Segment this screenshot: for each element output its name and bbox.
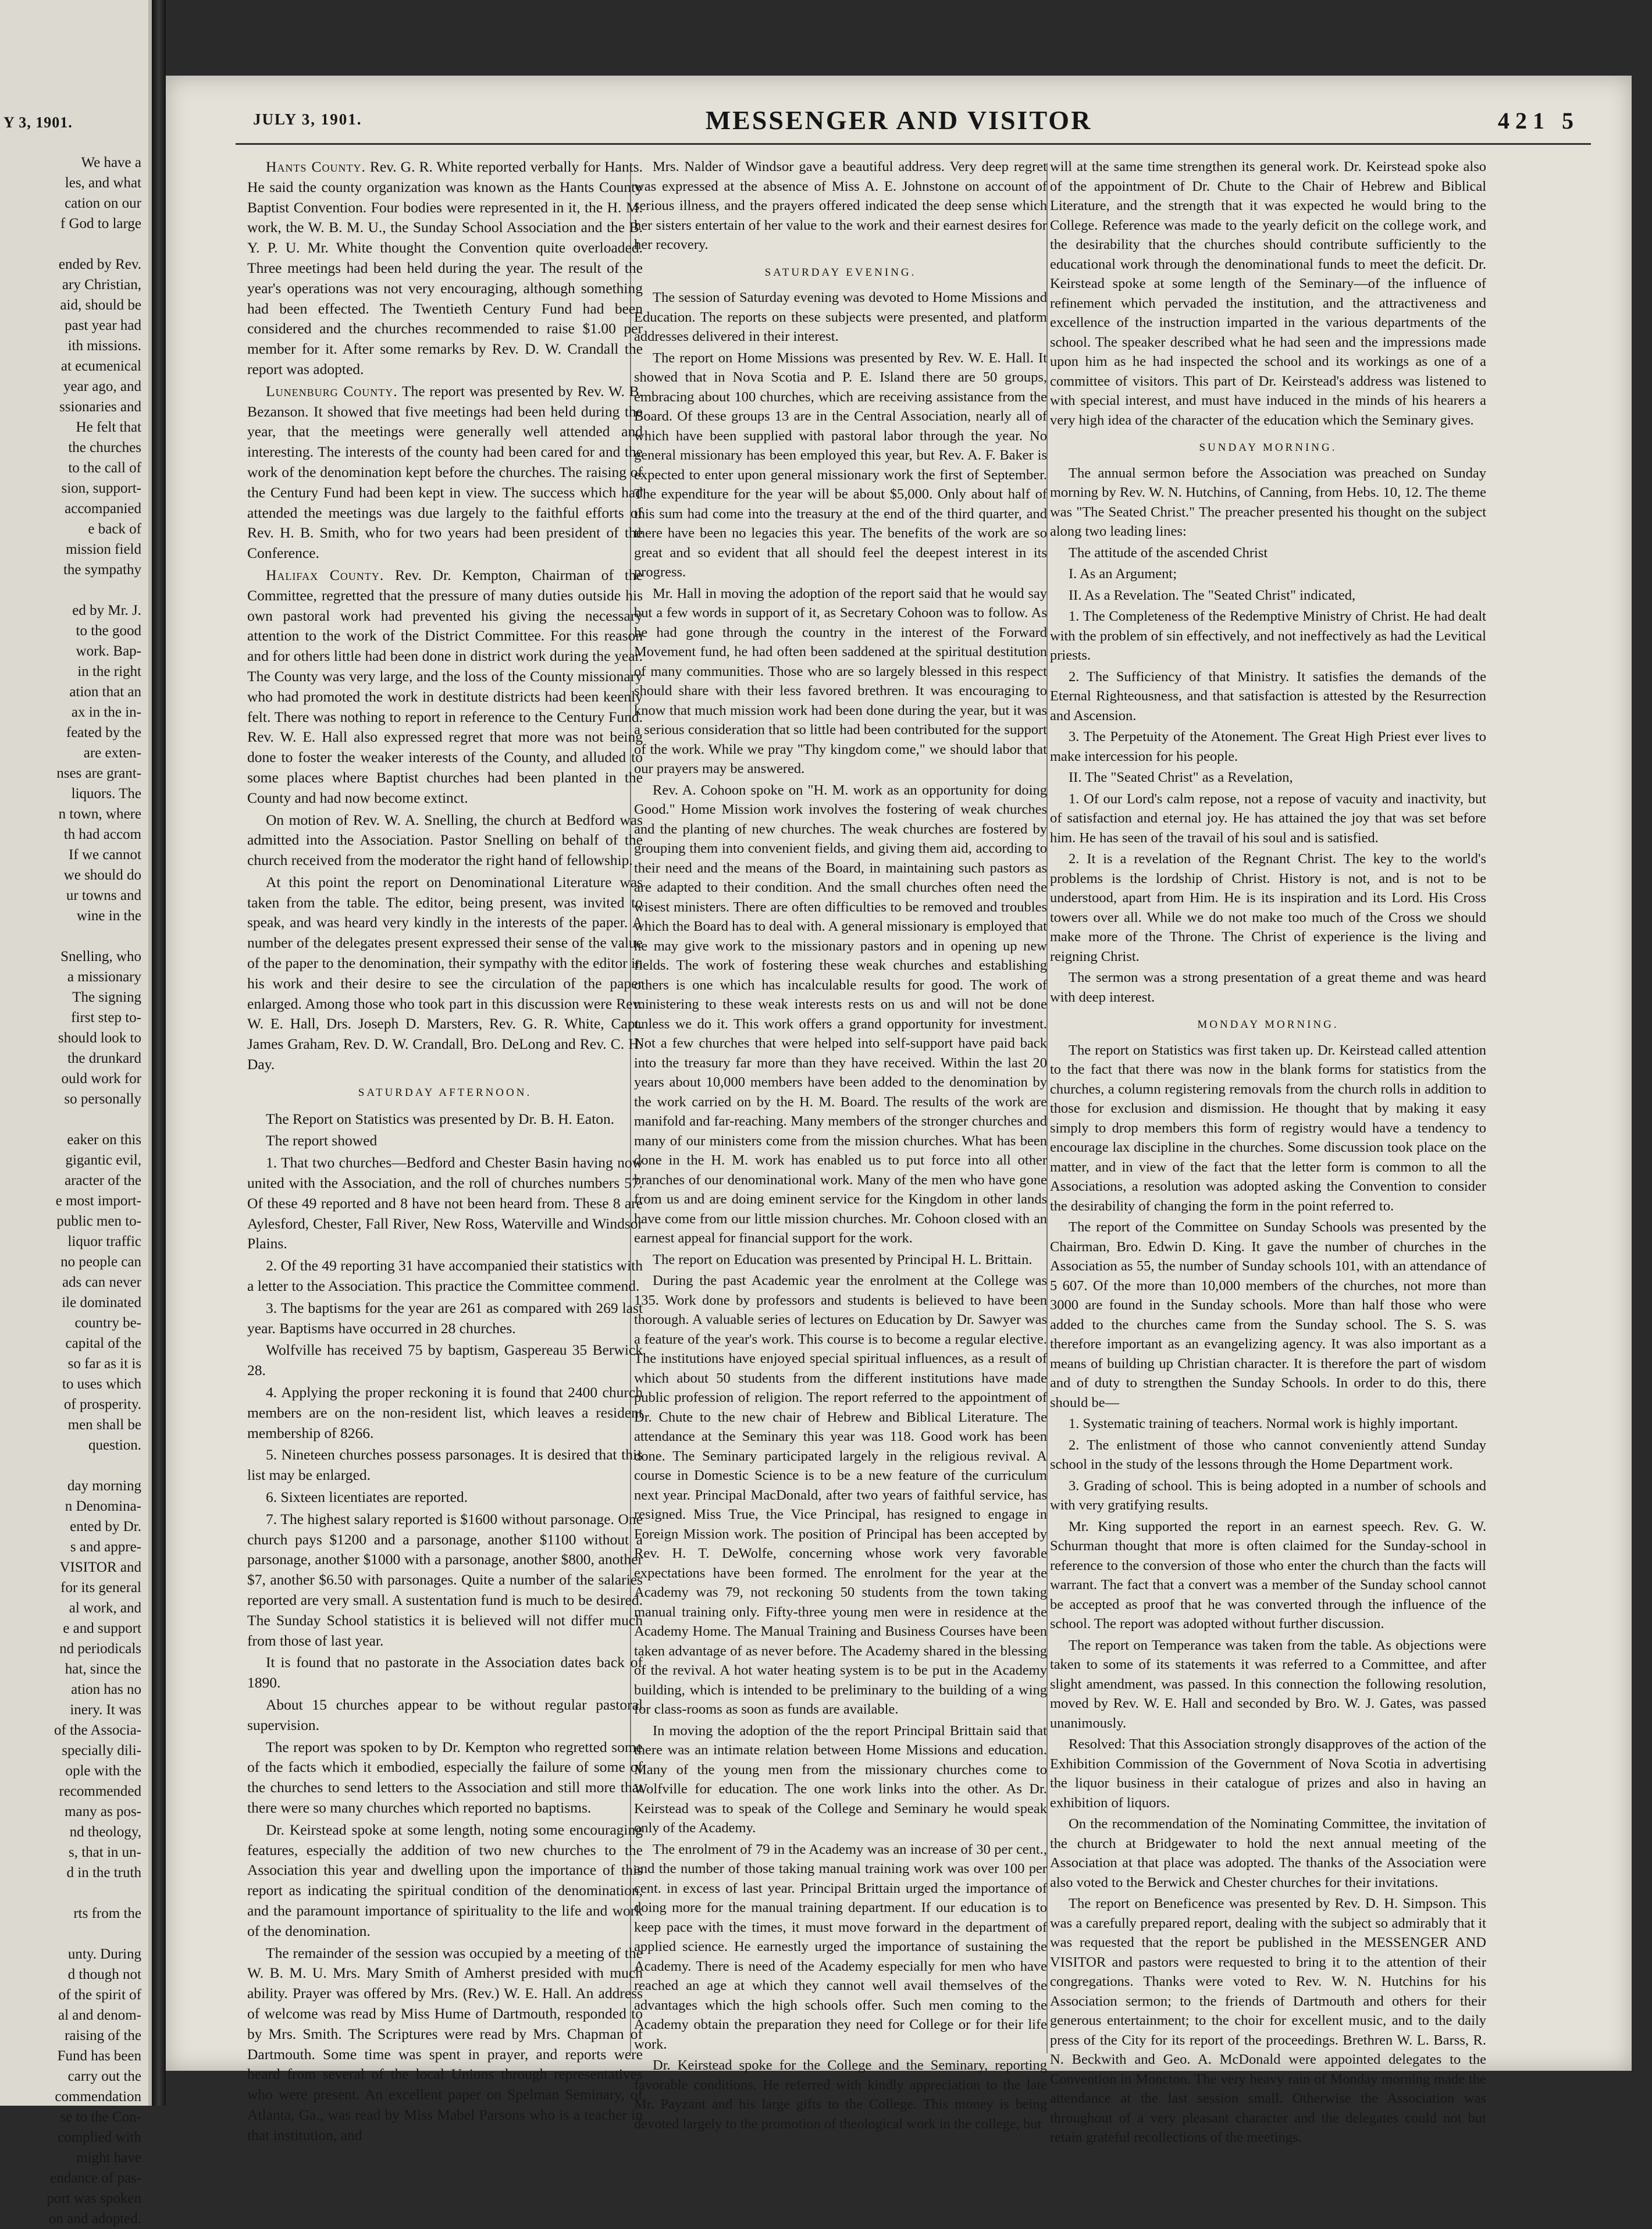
previous-page-line: liquors. The — [71, 786, 141, 802]
paragraph-text: 7. The highest salary reported is $1600 without parsonage. One church pays $1200 and a parsonage, another $1100 without a parsonage, another $1000 with a parsonage, another $800, another $7, another $6.50 with parsonages. Quite a number of the salaries reported are very small. A sustentation fund is much to be desired. The Sunday School statistics it is believed will not differ much from those of last year. — [247, 1510, 643, 1649]
section-heading: MONDAY MORNING. — [1197, 1019, 1339, 1031]
previous-page-line: n town, where — [58, 806, 141, 822]
previous-page-line: liquor traffic — [67, 1234, 141, 1249]
previous-page-line: carry out the — [67, 2068, 141, 2084]
paragraph-text: Wolfville has received 75 by baptism, Gaspereau 35 Berwick 28. — [247, 1341, 643, 1379]
article-paragraph — [634, 1721, 1047, 1838]
paragraph-text: 2. The Sufficiency of that Ministry. It satisfies the demands of the Eternal Righteousness, and that satisfaction is attested by the Resurrection and Ascension. — [1050, 668, 1486, 724]
previous-page-line — [2, 1883, 141, 1903]
previous-page-line: hat, since the — [65, 1661, 141, 1677]
paragraph-text: 3. The Perpetuity of the Atonement. The Great High Priest ever lives to make intercession for his people. — [1050, 729, 1486, 764]
previous-page-line: public men to- — [56, 1213, 141, 1229]
previous-page-line: d in the truth — [66, 1865, 141, 1881]
paragraph-text: The sermon was a strong presentation of a great theme and was heard with deep interest. — [1050, 970, 1486, 1005]
previous-page-line: ople with the — [65, 1763, 141, 1779]
paragraph-text: The report on Home Missions was presented by Rev. W. E. Hall. It showed that in Nova Scotia and P. E. Island there are 50 groups, embracing about 100 churches, which are receiving assistance from the Board. Of these groups 13 are in the Central Association, nearly all of which have been supplied with pastoral labor through the year. No general missionary has been employed this year, but Rev. A. F. Baker is expected to enter upon general missionary work the first of September. The expenditure for the year will be about $5,000. Only about half of this sum had come into the treasury at the end of the third quarter, and there have been no legacies this year. The benefits of the work are so great and so evident that all should feel the deepest interest in its progress. — [634, 350, 1047, 580]
previous-page-line: d though not — [67, 1967, 141, 1982]
newspaper-page — [166, 76, 1632, 2145]
paragraph-text: 2. It is a revelation of the Regnant Christ. The key to the world's problems is the lordship of Christ. History is not, and is not to be understood, apart from Him. He is its inspiration and its Lord. His Cross towers over all. While we do not make too much of the Cross we should make more of the Throne. The Christ of experience is the living and reigning Christ. — [1050, 851, 1486, 964]
article-paragraph — [1050, 1735, 1486, 1813]
paragraph-text: On the recommendation of the Nominating Committee, the invitation of the church at Bridgewater to hold the next annual meeting of the Association at that place was adopted. The thanks of the Association were also voted to the Berwick and Chester churches for their invitations. — [1050, 1816, 1486, 1890]
article-paragraph — [247, 1340, 643, 1381]
article-paragraph — [1050, 768, 1486, 788]
paragraph-text: Resolved: That this Association strongly disapproves of the action of the Exhibition Commission of the Government of Nova Scotia in advertising the liquor business in their catalogue of prizes and also in having an exhibition of liquors. — [1050, 1736, 1486, 1811]
previous-page-line: s, that in un- — [69, 1845, 141, 1860]
previous-page-line: ary Christian, — [62, 277, 141, 293]
page-date: JULY 3, 1901. — [253, 111, 362, 128]
previous-page-line: endance of pas- — [50, 2170, 141, 2186]
article-paragraph — [247, 1153, 643, 1254]
paragraph-text: The enrolment of 79 in the Academy was an increase of 30 per cent., and the number of those taking manual training work was over 100 per cent. in excess of last year. Principal Brittain urged the importance of doing more for the manual training department. If our education is to keep pace with the times, it must move forward in the department of applied science. He earnestly urged the importance of sustaining the Academy. There is need of the Academy especially for men who have reached an age at which they cannot well avail themselves of the advantages which the high schools offer. Such men coming to the Academy obtain the preparation they need for College or for their life work. — [634, 1841, 1047, 2052]
previous-page-line: the churches — [68, 440, 141, 455]
previous-page-line: in the right — [77, 664, 141, 679]
article-paragraph — [1050, 157, 1486, 430]
article-paragraph — [1050, 1436, 1486, 1475]
previous-page-line: to the call of — [68, 460, 141, 476]
paragraph-text: 5. Nineteen churches possess parsonages. It is desired that this list may be enlarged. — [247, 1446, 643, 1484]
previous-page-line: so far as it is — [67, 1356, 141, 1372]
previous-page-line: We have a — [81, 155, 141, 170]
paragraph-text: Rev. Dr. Kempton, Chairman of the Committee, regretted that the pressure of many duties outside his own pastoral work had prevented his giving the necessary attention to the work of the District Committee. For this reason and for others little had been done in district work during the year. The County was very large, and the loss of the County missionary who had promoted the work in destitute districts had been keenly felt. There was nothing to report in reference to the Century Fund. Rev. W. E. Hall also expressed regret that more was not being done to foster the weaker interests of the County, and alluded to some places where Baptist churches had been planted in the County and had now become extinct. — [247, 566, 643, 806]
previous-page-line: ssionaries and — [59, 399, 141, 415]
article-paragraph — [247, 1109, 643, 1130]
previous-page-line: VISITOR and — [59, 1559, 141, 1575]
previous-page-edge — [0, 0, 152, 2227]
previous-page-line: men shall be — [67, 1417, 141, 1433]
article-paragraph — [1050, 464, 1486, 542]
previous-page-line: inery. It was — [70, 1702, 141, 1718]
previous-page-line: no people can — [60, 1254, 141, 1270]
paragraph-text: 1. That two churches—Bedford and Chester Basin having now united with the Association, and the roll of churches numbers 57. Of these 49 reported and 8 have not been heard from. These 8 are Aylesford, Chester, Fall River, New Ross, Waterville and Windsor Plains. — [247, 1154, 643, 1252]
article-paragraph — [1050, 1476, 1486, 1515]
previous-page-line: Fund has been — [57, 2048, 141, 2064]
previous-page-line: recommended — [59, 1783, 141, 1799]
previous-page-line: ation that an — [69, 684, 141, 700]
paragraph-text: The report on Beneficence was presented by Rev. D. H. Simpson. This was a carefully prepared report, dealing with the subject so admirably that it was requested that the report be published in the MESSENGER AND VISITOR and pastors were requested to bring it to the attention of their congregations. Thanks were voted to Rev. W. N. Hutchins for his Association sermon; to the friends of Dartmouth and others for their generous entertainment; to the choir for excellent music, and to the daily press of the City for its report of the proceedings. Brethren W. L. Barss, R. N. Beckwith and Geo. A. McDonald were appointed delegates to the Convention in Moncton. The very heavy rain of Monday morning made the attendance at the last session small. Otherwise the Association was throughout of a very pleasant character and the delegates could not but retain grateful recollections of the meetings. — [1050, 1896, 1486, 2145]
article-paragraph — [1050, 1636, 1486, 1733]
previous-page-line: ur towns and — [66, 888, 141, 903]
previous-page-line — [2, 1109, 141, 1130]
article-paragraph — [634, 348, 1047, 582]
article-paragraph — [634, 1250, 1047, 1270]
paragraph-text: II. The "Seated Christ" as a Revelation, — [1069, 770, 1293, 785]
previous-page-line: of the spirit of — [58, 1987, 141, 2003]
article-paragraph — [247, 1487, 643, 1508]
article-paragraph — [1050, 667, 1486, 726]
previous-page-line — [2, 926, 141, 946]
previous-page-line: past year had — [65, 318, 141, 333]
previous-page-line: to uses which — [62, 1376, 141, 1392]
previous-page-line: at ecumenical — [60, 358, 141, 374]
previous-page-line: commendation — [55, 2089, 141, 2105]
paragraph-text: 1. The Completeness of the Redemptive Ministry of Christ. He had dealt with the problem of sin effectively, and not ineffectively as had the Levitical priests. — [1050, 608, 1486, 663]
paragraph-text: The report of the Committee on Sunday Schools was presented by the Chairman, Bro. Edwin D. King. It gave the number of churches in the Association as 55, the number of Sunday schools 101, with an attendance of 5 607. Of the more than 10,000 members of the churches, not more than 3000 are found in the Sunday schools. More than half those who were added to the churches came from the Sunday school. The S. S. was therefore important as an evangelizing agency. It was also important as a means of building up Christian character. It is therefore the part of wisdom and of duty to strengthen the Sunday Schools. In order to do this, there should be— — [1050, 1219, 1486, 1411]
paragraph-text: Dr. Keirstead spoke for the College and the Seminary, reporting favorable conditions. He referred with kindly appreciation to the late Mr. Payzant and his large gifts to the College. This money is being devoted largely to the promotion of theological work in the college, but — [634, 2057, 1047, 2132]
section-heading: SATURDAY EVENING. — [764, 266, 917, 279]
section-lead-in: Lunenburg County. — [266, 382, 398, 400]
previous-page-line: year ago, and — [63, 379, 141, 394]
previous-page-line: on and adopted. — [49, 2211, 141, 2227]
paragraph-text: The report was spoken to by Dr. Kempton who regretted some of the facts which it embodied, especially the failure of some of the churches to send letters to the Association and still more that there were so many churches which reported no baptisms. — [247, 1738, 643, 1816]
previous-page-line: e back of — [88, 521, 141, 537]
paragraph-text: Rev. G. R. White reported verbally for Hants. He said the county organization was known as the Hants County Baptist Convention. Four bodies were represented in it, the H. M. work, the W. B. M. U., the Sunday School Association and the B. Y. P. U. Mr. White thought the Convention quite overloaded. Three meetings had been held during the year. The result of the year's operations was not very encouraging, although something had been effected. The Twentieth Century Fund had been considered and the churches recommended to raise $1.00 per member for it. After some remarks by Rev. D. W. Crandall the report was adopted. — [247, 158, 643, 378]
article-paragraph — [247, 157, 643, 380]
page-header — [166, 105, 1632, 140]
previous-page-line: accompanied — [65, 501, 141, 517]
paragraph-text: About 15 churches appear to be without regular pastoral supervision. — [247, 1696, 643, 1733]
article-paragraph — [1050, 586, 1486, 606]
article-paragraph — [1050, 789, 1486, 848]
header-rule — [236, 143, 1591, 145]
article-paragraph — [247, 1820, 643, 1942]
previous-page-line: f God to large — [60, 216, 141, 232]
previous-page-line: th had accom — [63, 827, 141, 842]
previous-page-header: Y 3, 1901. — [3, 114, 73, 131]
article-paragraph — [1050, 1814, 1486, 1892]
article-paragraph — [634, 781, 1047, 1248]
previous-page-line: se to the Con- — [60, 2109, 141, 2125]
article-paragraph — [634, 157, 1047, 255]
paragraph-text: 3. Grading of school. This is being adopted in a number of schools and with very gratifying results. — [1050, 1477, 1486, 1513]
previous-page-line: we should do — [63, 867, 141, 883]
previous-page-line: eaker on this — [67, 1132, 141, 1148]
previous-page-line: question. — [88, 1437, 141, 1453]
column-3 — [1050, 157, 1486, 2145]
previous-page-line: ation has no — [71, 1682, 141, 1697]
masthead-title: MESSENGER AND VISITOR — [705, 105, 1092, 135]
previous-page-line: port was spoken — [47, 2191, 141, 2206]
previous-page-line: a missionary — [67, 969, 141, 985]
previous-page-line: mission field — [66, 542, 141, 557]
paragraph-text: Mr. King supported the report in an earnest speech. Rev. G. W. Schurman thought that more is often claimed for the Sunday-school in reference to the conversion of those who enter the church than the facts will warrant. The fact that a convert was a member of the Sunday school cannot be accepted as proof that he was converted through the influence of the school. The report was adopted without further discussion. — [1050, 1518, 1486, 1632]
paragraph-text: The report showed — [266, 1132, 378, 1149]
paragraph-text: 6. Sixteen licentiates are reported. — [266, 1489, 468, 1505]
paragraph-text: Rev. A. Cohoon spoke on "H. M. work as an opportunity for doing Good." Home Mission work involves the fostering of weak churches and the planting of new churches. The weak churches are fostered by grouping them into convenient fields, and giving them aid, according to their need and the means of the Board, in maintaining such pastors as are adapted to their condition. And the small churches often need the wisest ministers. There are often difficulties to be removed and troubles which the Board has to deal with. A general missionary is employed that he may give work to the missionary pastors and in opening up new fields. The work of fostering these weak churches and establishing others is one which has incalculable results for good. The work of ministering to these weak interests rests on us and will not be done unless we do it. This work offers a grand opportunity for investment. Not a few churches that were helped into self-support have paid back into the treasury far more than they have received. Within the last 20 years about 10,000 members have been added to the denomination by the work carried on by the H. M. Board. The results of the work are manifold and far-reaching. Many members of the stronger churches and many of our ministers come from the mission churches. What has been done in the H. M. work has enabled us to put force into all other branches of our denominational work. Many of the men who have gone from us and are doing eminent service for the Kingdom in other lands have come from our little mission churches. Mr. Cohoon closed with an earnest appeal for financial support for the work. — [634, 782, 1047, 1246]
section-lead-in: Halifax County. — [266, 566, 384, 583]
paragraph-text: The report on Statistics was first taken up. Dr. Keirstead called attention to the fact that there was now in the blank forms for statistics from the churches, a column registering removals from the church rolls in addition to those for exclusion and dismission. He thought that by making it easy simply to drop members this form of registry would have a tendency to encourage lax discipline in the churches. Some discussion took place on the matter, and in view of the fact that the letter form is common to all the Associations, a resolution was adopted asking the Convention to consider the desirability of changing the form in the point referred to. — [1050, 1042, 1486, 1214]
paragraph-text: The session of Saturday evening was devoted to Home Missions and Education. The reports on these subjects were presented, and platform addresses delivered in their interest. — [634, 290, 1047, 344]
previous-page-line: specially dili- — [62, 1743, 141, 1758]
article-paragraph — [1050, 1414, 1486, 1434]
article-paragraph — [247, 1383, 643, 1443]
previous-page-line: feated by the — [66, 725, 141, 740]
previous-page-line: for its general — [60, 1580, 141, 1596]
article-paragraph — [634, 584, 1047, 779]
previous-page-line: of prosperity. — [63, 1397, 141, 1412]
paragraph-text: 4. Applying the proper reckoning it is found that 2400 church members are on the non-resident list, which leaves a resident membership of 8266. — [247, 1384, 643, 1441]
previous-page-line: gigantic evil, — [65, 1152, 141, 1168]
column-1 — [247, 157, 643, 2143]
paragraph-text: 2. The enlistment of those who cannot conveniently attend Sunday school in the study of the lessons through the Home Department work. — [1050, 1437, 1486, 1472]
previous-page-line: The signing — [72, 989, 141, 1005]
previous-page-line: ended by Rev. — [58, 257, 141, 272]
paragraph-text: The Report on Statistics was presented by Dr. B. H. Eaton. — [266, 1110, 615, 1127]
previous-page-line: many as pos- — [65, 1804, 141, 1819]
previous-page-line — [2, 1924, 141, 1944]
previous-page-line: ith missions. — [67, 338, 141, 354]
paragraph-text: I. As an Argument; — [1069, 566, 1177, 582]
previous-page-line: ould work for — [61, 1071, 141, 1087]
article-paragraph — [634, 2056, 1047, 2134]
paragraph-text: In moving the adoption of the the report Principal Brittain said that there was an intimate relation between Home Missions and education. Many of the young men from the missionary churches come to Wolfville for education. The one work links into the other. As Dr. Keirstead was to speak of the College and Seminary he would speak only of the Academy. — [634, 1722, 1047, 1836]
previous-page-line: aid, should be — [60, 297, 141, 313]
paragraph-text: 1. Systematic training of teachers. Normal work is highly important. — [1069, 1416, 1458, 1432]
previous-page-text — [2, 152, 141, 2229]
paragraph-text: Dr. Keirstead spoke at some length, noting some encouraging features, especially the addition of two new churches to the Association this year and dwelling upon the importance of this report as indicating the spiritual condition of the denomination, and the paramount importance of spirituality to the life and work of the denomination. — [247, 1821, 643, 1939]
article-paragraph — [1050, 564, 1486, 584]
previous-page-line: the drunkard — [67, 1051, 141, 1066]
article-paragraph — [1050, 1894, 1486, 2148]
article-paragraph — [247, 1943, 643, 2146]
previous-page-line: rts from the — [73, 1906, 141, 1921]
previous-page-line: nses are grant- — [56, 765, 141, 781]
previous-page-line: might have — [76, 2150, 141, 2166]
article-paragraph — [1050, 1517, 1486, 1634]
previous-page-line: al and denom- — [58, 2007, 141, 2023]
previous-page-line: the sympathy — [63, 562, 141, 578]
paragraph-text: The report was presented by Rev. W. B. Bezanson. It showed that five meetings had been held during the year, that the meetings were generally well attended and interesting. The interests of the county had been cared for and the work of the denomination kept before the churches. The raising of the Century Fund had been kept in view. The success which had attended the meetings was due largely to the faithful efforts of Rev. H. B. Smith, who for two years had been president of the Conference. — [247, 382, 643, 562]
previous-page-line: day morning — [67, 1478, 141, 1494]
paragraph-text: The remainder of the session was occupied by a meeting of the W. B. M. U. Mrs. Mary Smith of Amherst presided with much ability. Prayer was offered by Mrs. (Rev.) W. E. Hall. An address of welcome was read by Miss Hume of Dartmouth, responded to by Mrs. Smith. The Scriptures were read by Mrs. Chapman of Dartmouth. Some time was spent in prayer, and reports were heard from several of the local Unions through representatives who were present. An excellent paper on Spelman Seminary, of Atlanta, Ga., was read by Miss Mabel Parsons who is a teacher in that institution, and — [247, 1944, 643, 2143]
previous-page-line: n Denomina- — [65, 1498, 141, 1514]
article-paragraph — [1050, 1041, 1486, 1216]
section-heading: SUNDAY MORNING. — [1199, 441, 1337, 454]
article-paragraph — [634, 1271, 1047, 1719]
paragraph-text: The report on Education was presented by Principal H. L. Brittain. — [653, 1251, 1032, 1267]
column-2 — [634, 157, 1047, 2132]
previous-page-line: to the good — [76, 623, 141, 639]
previous-page-line: ax in the in- — [71, 704, 141, 720]
previous-page-line: Snelling, who — [60, 949, 141, 964]
article-paragraph — [247, 382, 643, 564]
previous-page-line: wine in the — [76, 908, 141, 924]
article-paragraph — [1050, 727, 1486, 766]
paragraph-text: The report on Temperance was taken from the table. As objections were taken to some of its statements it was referred to a Committee, and after slight amendment, was passed. In this connection the following resolution, moved by Rev. W. E. Hall and seconded by Bro. W. J. Gates, was passed unanimously. — [1050, 1637, 1486, 1731]
article-paragraph — [247, 873, 643, 1075]
previous-page-line: e and support — [63, 1621, 141, 1636]
paragraph-text: It is found that no pastorate in the Association dates back of 1890. — [247, 1654, 643, 1692]
previous-page-line: nd theology, — [69, 1824, 141, 1840]
previous-page-line: so personally — [64, 1091, 141, 1107]
previous-page-line: capital of the — [65, 1336, 141, 1351]
paragraph-text: 3. The baptisms for the year are 261 as compared with 269 last year. Baptisms have occurred in 28 churches. — [247, 1299, 643, 1337]
paragraph-text: Mrs. Nalder of Windsor gave a beautiful address. Very deep regret was expressed at the absence of Miss A. E. Johnstone on account of serious illness, and the prayers offered indicated the deep sense which her sisters entertain of her value to the work and their earnest desires for her recovery. — [634, 159, 1047, 252]
paragraph-text: 1. Of our Lord's calm repose, not a repose of vacuity and inactivity, but of satisfaction and eternal joy. He has attained the joy that was set before him. He has seen of the travail of his soul and is satisfied. — [1050, 791, 1486, 846]
article-paragraph — [634, 288, 1047, 347]
paragraph-text: 2. Of the 49 reporting 31 have accompanied their statistics with a letter to the Association. This practice the Committee commend. — [247, 1257, 643, 1295]
section-lead-in: Hants County. — [266, 158, 366, 175]
page-number: 421 5 — [1498, 108, 1579, 134]
article-paragraph — [247, 1256, 643, 1297]
previous-page-line: country be- — [74, 1315, 141, 1331]
previous-page-line: sion, support- — [61, 480, 141, 496]
previous-page-line: first step to- — [71, 1010, 141, 1026]
previous-page-line: raising of the — [65, 2028, 141, 2043]
previous-page-line: nd periodicals — [59, 1641, 141, 1657]
article-paragraph — [247, 1131, 643, 1151]
previous-page-line: cation on our — [65, 195, 141, 211]
previous-page-line: s and appre- — [70, 1539, 141, 1555]
previous-page-line: e most import- — [55, 1193, 141, 1209]
previous-page-line: ads can never — [62, 1274, 141, 1290]
previous-page-line — [2, 234, 141, 254]
paragraph-text: The annual sermon before the Association was preached on Sunday morning by Rev. W. N. Hutchins, of Canning, from Hebs. 10, 12. The theme was "The Seated Christ." The preacher presented his thought on the subject along two leading lines: — [1050, 465, 1486, 539]
article-paragraph — [1050, 543, 1486, 563]
article-paragraph — [247, 1737, 643, 1818]
article-paragraph — [247, 1509, 643, 1651]
article-paragraph — [1050, 968, 1486, 1007]
section-heading: SATURDAY AFTERNOON. — [358, 1086, 532, 1099]
previous-page-line — [2, 580, 141, 600]
paragraph-text: The attitude of the ascended Christ — [1069, 544, 1268, 561]
previous-page-line: should look to — [58, 1030, 141, 1046]
article-paragraph — [1050, 849, 1486, 966]
previous-page-line: ile dominated — [62, 1295, 141, 1311]
article-paragraph — [247, 1445, 643, 1486]
previous-page-line: are exten- — [83, 745, 141, 761]
paragraph-text: will at the same time strengthen its general work. Dr. Keirstead spoke also of the appointment of Dr. Chute to the Chair of Hebrew and Biblical Literature, and the strength that it was expected he would bring to the College. Reference was made to the yearly deficit on the college work, and the desirability that the churches should contribute sufficiently to the educational work through the denominational funds to meet the deficit. Dr. Keirstead spoke at some length of the Seminary—of the influence of refinement which pervaded the institution, and the attractiveness and excellence of the instruction imparted in the various departments of the school. The speaker described what he had seen and the impressions made upon him as he had inspected the school and its workings as one of a committee of visitors. This part of Dr. Keirstead's address was listened to with special interest, and must have induced in the minds of his hearers a very high idea of the character of the education which the Seminary gives. — [1050, 159, 1486, 428]
paragraph-text: At this point the report on Denominational Literature was taken from the table. The editor, being present, was invited to speak, and was heard very kindly in the interests of the paper. A number of the delegates present expressed their sense of the value of the paper to the denomination, their sympathy with the editor in his work and their desire to see the circulation of the paper enlarged. Among those who took part in this discussion were Rev. W. E. Hall, Drs. Joseph D. Marsters, Rev. G. R. White, Capt. James Graham, Rev. D. W. Crandall, Bro. DeLong and Rev. C. H. Day. — [247, 873, 643, 1073]
article-paragraph — [247, 565, 643, 809]
paragraph-text: Mr. Hall in moving the adoption of the report said that he would say but a few words in support of it, as Secretary Cohoon was to follow. As he had gone through the country in the interest of the Forward Movement fund, he had often been saddened at the spiritual destitution of many communities. Those who are so largely blessed in this respect should share with their less favored brethren. It was encouraging to know that much mission work had been done during the year, but it was a serious consideration that so little had been contributed for the support of the work. While we pray "Thy kingdom come," we should labor that our prayers may be answered. — [634, 585, 1047, 777]
previous-page-line: ented by Dr. — [70, 1519, 141, 1534]
article-paragraph — [1050, 607, 1486, 665]
previous-page-line: of the Associa- — [54, 1722, 141, 1738]
article-paragraph — [247, 1653, 643, 1693]
paragraph-text: During the past Academic year the enrolment at the College was 135. Work done by professors and students is believed to have been thorough. A valuable series of lectures on Education by Dr. Sawyer was a feature of the year's work. This course is to become a regular elective. The institutions have enjoyed special spiritual influences, as a result of which about 50 students from the different institutions have made public profession of religion. The report referred to the appointment of Dr. Chute to the new chair of Hebrew and Biblical Literature. The attendance at the Seminary this year was 118. Good work has been done. The Seminary participated largely in the religious revival. A course in Domestic Science is to be a new feature of the curriculum next year. Principal MacDonald, after two years of faithful service, has resigned. Miss True, the Vice Principal, has resigned to engage in Foreign Mission work. The position of Principal has been accepted by Rev. H. T. DeWolfe, concerning whose work very favorable expectations have been formed. The enrolment for the year at the Academy was 79, not reckoning 50 students from the town taking manual training only. Fifty-three young men were in residence at the Academy Home. The Manual Training and Business Courses have been taken advantage of as never before. The Academy shared in the blessing of the revival. A hot water heating system is to be put in the Academy building, which is intended to be preliminary to the building of a wing for class-rooms as soon as funds are available. — [634, 1273, 1047, 1717]
previous-page-line: work. Bap- — [76, 643, 141, 659]
previous-page-line: He felt that — [76, 419, 141, 435]
previous-page-line: If we cannot — [69, 847, 141, 863]
book-gutter — [152, 0, 166, 2106]
previous-page-line: al work, and — [69, 1600, 141, 1616]
paragraph-text: On motion of Rev. W. A. Snelling, the church at Bedford was admitted into the Association. Pastor Snelling on behalf of the church received from the moderator the right hand of fellowship. — [247, 811, 643, 869]
previous-page-line: ed by Mr. J. — [72, 603, 141, 618]
article-paragraph — [247, 1298, 643, 1339]
previous-page-line: les, and what — [65, 175, 141, 191]
paragraph-text: II. As a Revelation. The "Seated Christ" indicated, — [1069, 587, 1356, 603]
article-paragraph — [247, 810, 643, 871]
article-paragraph — [1050, 1217, 1486, 1412]
article-paragraph — [634, 1840, 1047, 2054]
previous-page-line: complied with — [58, 2130, 141, 2145]
article-paragraph — [247, 1695, 643, 1736]
previous-page-line — [2, 1455, 141, 1476]
previous-page-line: unty. During — [67, 1946, 141, 1962]
previous-page-line: aracter of the — [65, 1173, 141, 1188]
